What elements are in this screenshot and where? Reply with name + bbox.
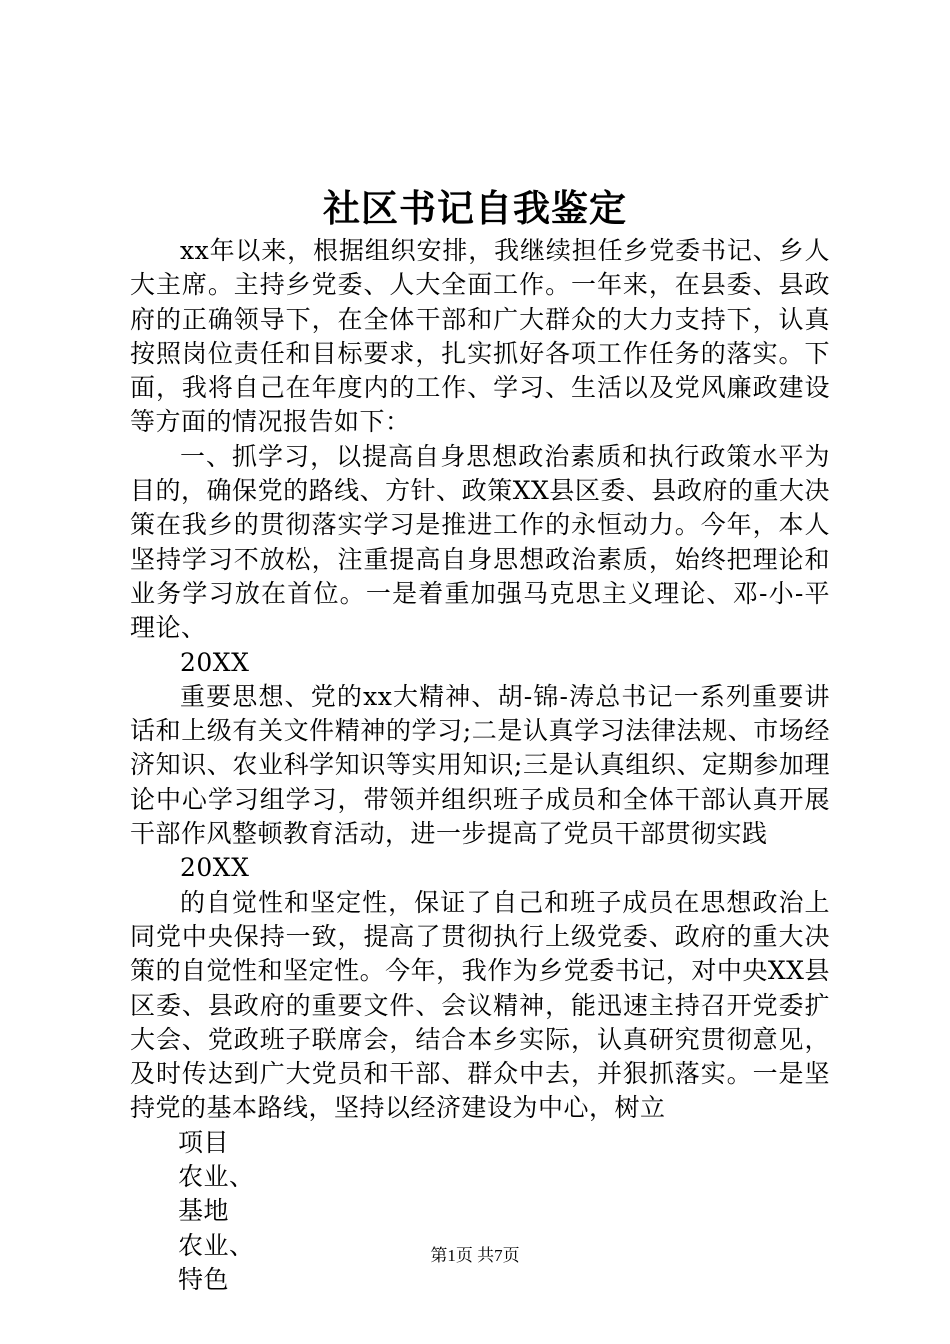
document-title: 社区书记自我鉴定 [323, 186, 627, 230]
paragraph-study: 一、抓学习，以提高自身思想政治素质和执行政策水平为目的，确保党的路线、方针、政策XX县区委、县政府的重大决策在我乡的贯彻落实学习是推进工作的永恒动力。今年，本人坚持学习不放松，注重提高自身思想政治素质，始终把理论和业务学习放在首位。一是着重加强马克思主义理论、邓-小-平理论、 [130, 441, 830, 643]
paragraph-year-2: 20XX [180, 853, 250, 883]
list-item: 项目 [178, 1127, 230, 1157]
list-item: 特色 [178, 1264, 230, 1294]
paragraph-consistency: 的自觉性和坚定性，保证了自己和班子成员在思想政治上同党中央保持一致，提高了贯彻执行上级党委、政府的重大决策的自觉性和坚定性。今年，我作为乡党委书记，对中央XX县区委、县政府的重要文件、会议精神，能迅速主持召开党委扩大会、党政班子联席会，结合本乡实际，认真研究贯彻意见，及时传达到广大党员和干部、群众中去，并狠抓落实。一是坚持党的基本路线，坚持以经济建设为中心，树立 [130, 887, 830, 1123]
paragraph-year-1: 20XX [180, 647, 250, 677]
list-item: 基地 [178, 1196, 230, 1226]
paragraph-intro: xx年以来，根据组织安排，我继续担任乡党委书记、乡人大主席。主持乡党委、人大全面工作。一年来，在县委、县政府的正确领导下，在全体干部和广大群众的大力支持下，认真按照岗位责任和目标要求，扎实抓好各项工作任务的落实。下面，我将自己在年度内的工作、学习、生活以及党风廉政建设等方面的情况报告如下： [130, 236, 830, 437]
list-item: 农业、 [178, 1230, 255, 1260]
document-body [130, 234, 830, 1297]
paragraph-thoughts: 重要思想、党的xx大精神、胡-锦-涛总书记一系列重要讲话和上级有关文件精神的学习;二是认真学习法律法规、市场经济知识、农业科学知识等实用知识;三是认真组织、定期参加理论中心学习组学习，带领并组织班子成员和全体干部认真开展干部作风整顿教育活动，进一步提高了党员干部贯彻实践 [130, 681, 830, 849]
list-item: 农业、 [178, 1162, 255, 1192]
page-number-footer: 第1页 共7页 [430, 1246, 520, 1265]
